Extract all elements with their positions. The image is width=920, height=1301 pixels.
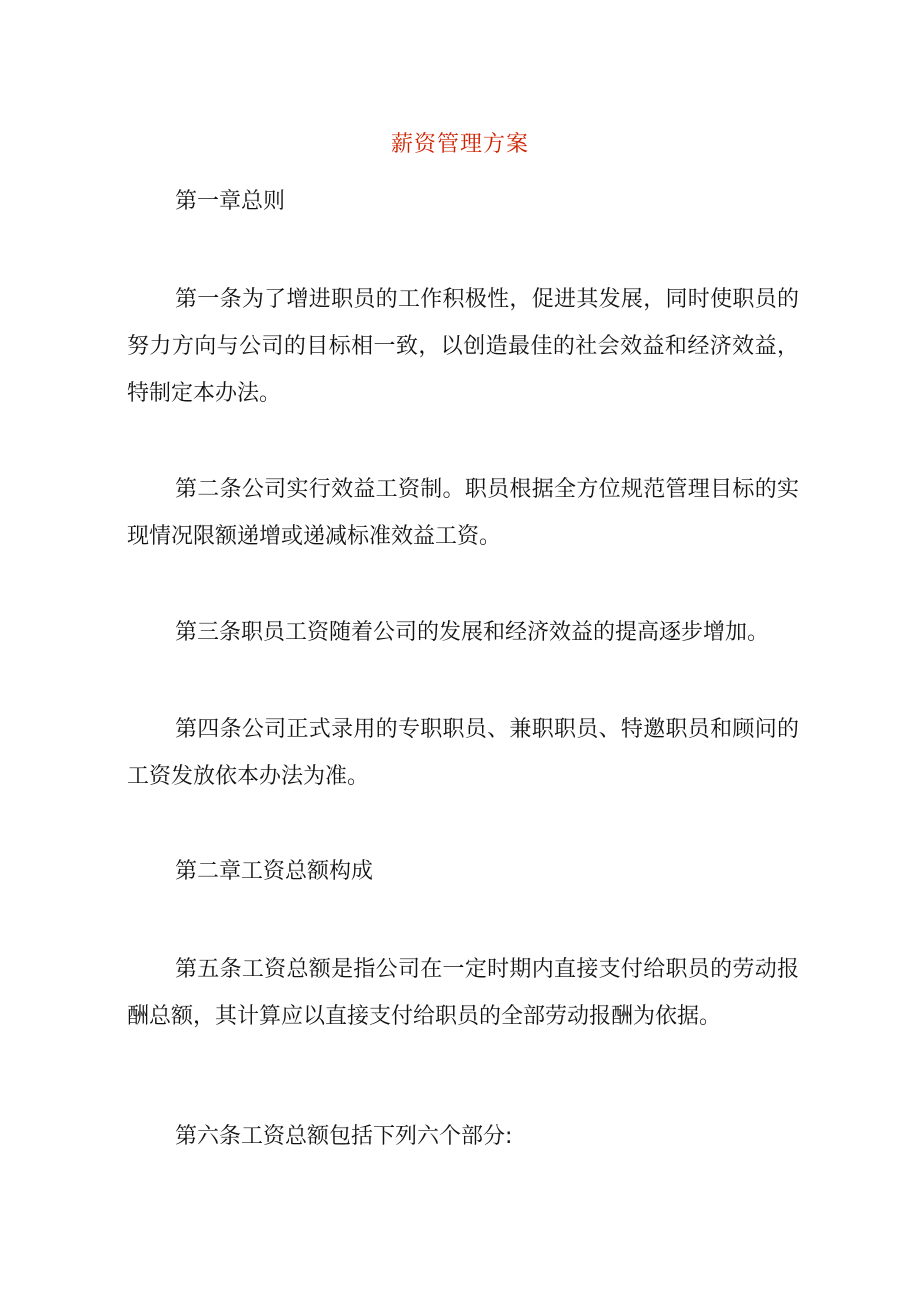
chapter-2-heading: 第二章工资总额构成 bbox=[175, 859, 374, 884]
article-4-paragraph: 第四条公司正式录用的专职职员、兼职职员、特邀职员和顾问的工资发放依本办法为准。 bbox=[127, 717, 799, 789]
article-5-paragraph: 第五条工资总额是指公司在一定时期内直接支付给职员的劳动报酬总额，其计算应以直接支付给职员的全部劳动报酬为依据。 bbox=[127, 957, 799, 1029]
chapter-1-heading: 第一章总则 bbox=[175, 189, 286, 214]
article-1-paragraph: 第一条为了增进职员的工作积极性，促进其发展，同时使职员的努力方向与公司的目标相一致，以创造最佳的社会效益和经济效益，特制定本办法。 bbox=[127, 287, 799, 406]
document-title: 薪资管理方案 bbox=[390, 132, 529, 157]
article-6-heading: 第六条工资总额包括下列六个部分: bbox=[175, 1124, 513, 1149]
article-3-paragraph: 第三条职员工资随着公司的发展和经济效益的提高逐步增加。 bbox=[175, 620, 770, 645]
article-2-paragraph: 第二条公司实行效益工资制。职员根据全方位规范管理目标的实现情况限额递增或递减标准效益工资。 bbox=[127, 477, 799, 549]
